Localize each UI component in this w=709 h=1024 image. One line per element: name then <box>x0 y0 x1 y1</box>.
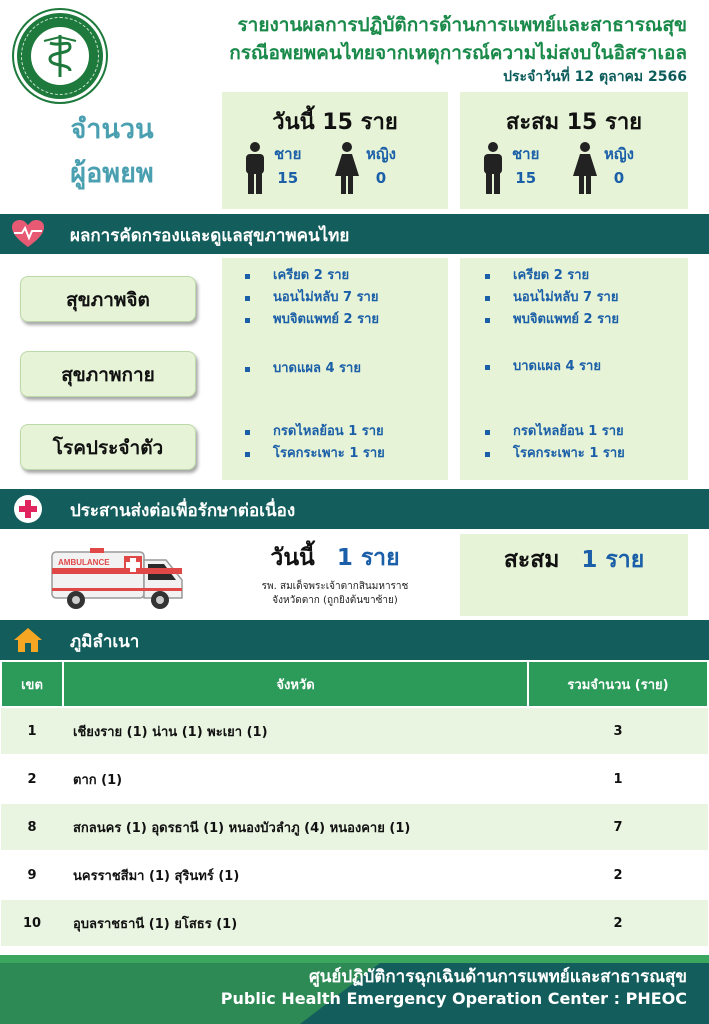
today-female <box>334 142 396 194</box>
zone-cell: 1 <box>1 707 63 755</box>
list-item: พบจิตแพทย์ 2 ราย <box>485 309 619 331</box>
total-cell: 2 <box>528 851 708 899</box>
screening-section-bar <box>0 214 709 254</box>
referral-note-line2: จังหวัดตาก (ถูกยิงต้นขาซ้าย) <box>272 595 398 606</box>
total-female-count: 0 <box>613 169 625 187</box>
physical-health-total-list <box>485 356 601 378</box>
list-item: นอนไม่หลับ 7 ราย <box>245 287 379 309</box>
hometown-section-bar <box>0 620 709 660</box>
total-cell: 3 <box>528 707 708 755</box>
ambulance-text: AMBULANCE <box>58 558 110 567</box>
province-cell: เชียงราย (1) น่าน (1) พะเยา (1) <box>63 707 528 755</box>
column-header-zone: เขต <box>1 661 63 707</box>
zone-cell: 2 <box>1 755 63 803</box>
table-row <box>1 851 708 899</box>
zone-cell: 9 <box>1 851 63 899</box>
referral-today-value: 1 ราย <box>336 545 400 571</box>
ministry-seal-icon <box>14 10 106 102</box>
today-male-count: 15 <box>277 169 299 187</box>
column-header-province: จังหวัด <box>63 661 528 707</box>
total-male-label: ชาย <box>512 145 540 163</box>
list-item: โรคกระเพาะ 1 ราย <box>245 443 385 465</box>
total-male <box>480 142 539 194</box>
total-cell: 1 <box>528 755 708 803</box>
report-title-line2: กรณีอพยพคนไทยจากเหตุการณ์ความไม่สงบในอิสราเอล <box>229 42 687 64</box>
mental-health-total-list <box>485 265 619 331</box>
referral-today-panel <box>222 534 448 616</box>
today-male-label: ชาย <box>274 145 302 163</box>
mental-health-today-list <box>245 265 379 331</box>
province-cell: นครราชสีมา (1) สุรินทร์ (1) <box>63 851 528 899</box>
chronic-disease-today-list <box>245 421 385 465</box>
list-item: นอนไม่หลับ 7 ราย <box>485 287 619 309</box>
total-title: สะสม 15 ราย <box>505 110 643 135</box>
table-row <box>1 899 708 947</box>
zone-cell: 10 <box>1 899 63 947</box>
plus-cross-icon <box>10 493 46 525</box>
referral-total-value: 1 ราย <box>581 547 645 573</box>
referral-today-heading <box>222 540 448 576</box>
column-header-total: รวมจำนวน (ราย) <box>528 661 708 707</box>
physical-health-label: สุขภาพกาย <box>20 351 196 397</box>
today-female-label: หญิง <box>366 145 396 163</box>
zone-cell: 8 <box>1 803 63 851</box>
woman-icon <box>334 142 360 194</box>
today-title: วันนี้ 15 ราย <box>272 110 398 135</box>
province-cell: ตาก (1) <box>63 755 528 803</box>
report-title-line1: รายงานผลการปฏิบัติการด้านการแพทย์และสาธารณสุข <box>237 14 687 36</box>
list-item: เครียด 2 ราย <box>485 265 619 287</box>
total-male-count: 15 <box>515 169 537 187</box>
referral-total-heading <box>460 542 688 578</box>
referral-today-label: วันนี้ <box>270 545 315 571</box>
total-female-label: หญิง <box>604 145 634 163</box>
referral-note-line1: รพ. สมเด็จพระเจ้าตากสินมหาราช <box>261 581 409 592</box>
list-item: กรดไหลย้อน 1 ราย <box>485 421 625 443</box>
evacuee-label-line2: ผู้อพยพ <box>70 158 154 189</box>
referral-section-title: ประสานส่งต่อเพื่อรักษาต่อเนื่อง <box>70 501 296 521</box>
evacuee-count-label <box>22 108 202 196</box>
referral-total-label: สะสม <box>503 547 560 573</box>
hometown-section-title: ภูมิลำเนา <box>70 632 140 652</box>
evacuee-label-line1: จำนวน <box>70 114 154 145</box>
mental-health-label: สุขภาพจิต <box>20 276 196 322</box>
chronic-disease-label: โรคประจำตัว <box>20 424 196 470</box>
referral-total-panel <box>460 534 688 616</box>
report-date: ประจำวันที่ 12 ตุลาคม 2566 <box>503 69 687 85</box>
man-icon <box>480 142 506 194</box>
physical-health-today-list <box>245 358 361 380</box>
man-icon <box>242 142 268 194</box>
house-icon <box>10 624 46 656</box>
list-item: กรดไหลย้อน 1 ราย <box>245 421 385 443</box>
footer-org-english: Public Health Emergency Operation Center : PHEOC <box>220 989 687 1008</box>
total-cell: 7 <box>528 803 708 851</box>
heart-pulse-icon <box>10 218 46 250</box>
today-female-count: 0 <box>375 169 387 187</box>
list-item: โรคกระเพาะ 1 ราย <box>485 443 625 465</box>
chronic-disease-total-list <box>485 421 625 465</box>
list-item: พบจิตแพทย์ 2 ราย <box>245 309 379 331</box>
total-panel <box>460 92 688 209</box>
total-female <box>572 142 634 194</box>
screening-section-title: ผลการคัดกรองและดูแลสุขภาพคนไทย <box>70 226 350 246</box>
table-row <box>1 707 708 755</box>
ambulance-icon <box>50 546 186 610</box>
woman-icon <box>572 142 598 194</box>
hometown-table <box>0 660 709 948</box>
table-row <box>1 803 708 851</box>
today-panel <box>222 92 448 209</box>
province-cell: สกลนคร (1) อุดรธานี (1) หนองบัวลำภู (4) หนองคาย (1) <box>63 803 528 851</box>
referral-section-bar <box>0 489 709 529</box>
table-header-row <box>1 661 708 707</box>
footer <box>0 955 709 1024</box>
footer-org-thai: ศูนย์ปฏิบัติการฉุกเฉินด้านการแพทย์และสาธารณสุข <box>308 967 687 987</box>
province-cell: อุบลราชธานี (1) ยโสธร (1) <box>63 899 528 947</box>
list-item: เครียด 2 ราย <box>245 265 379 287</box>
today-male <box>242 142 301 194</box>
total-cell: 2 <box>528 899 708 947</box>
list-item: บาดแผล 4 ราย <box>485 356 601 378</box>
table-row <box>1 755 708 803</box>
list-item: บาดแผล 4 ราย <box>245 358 361 380</box>
